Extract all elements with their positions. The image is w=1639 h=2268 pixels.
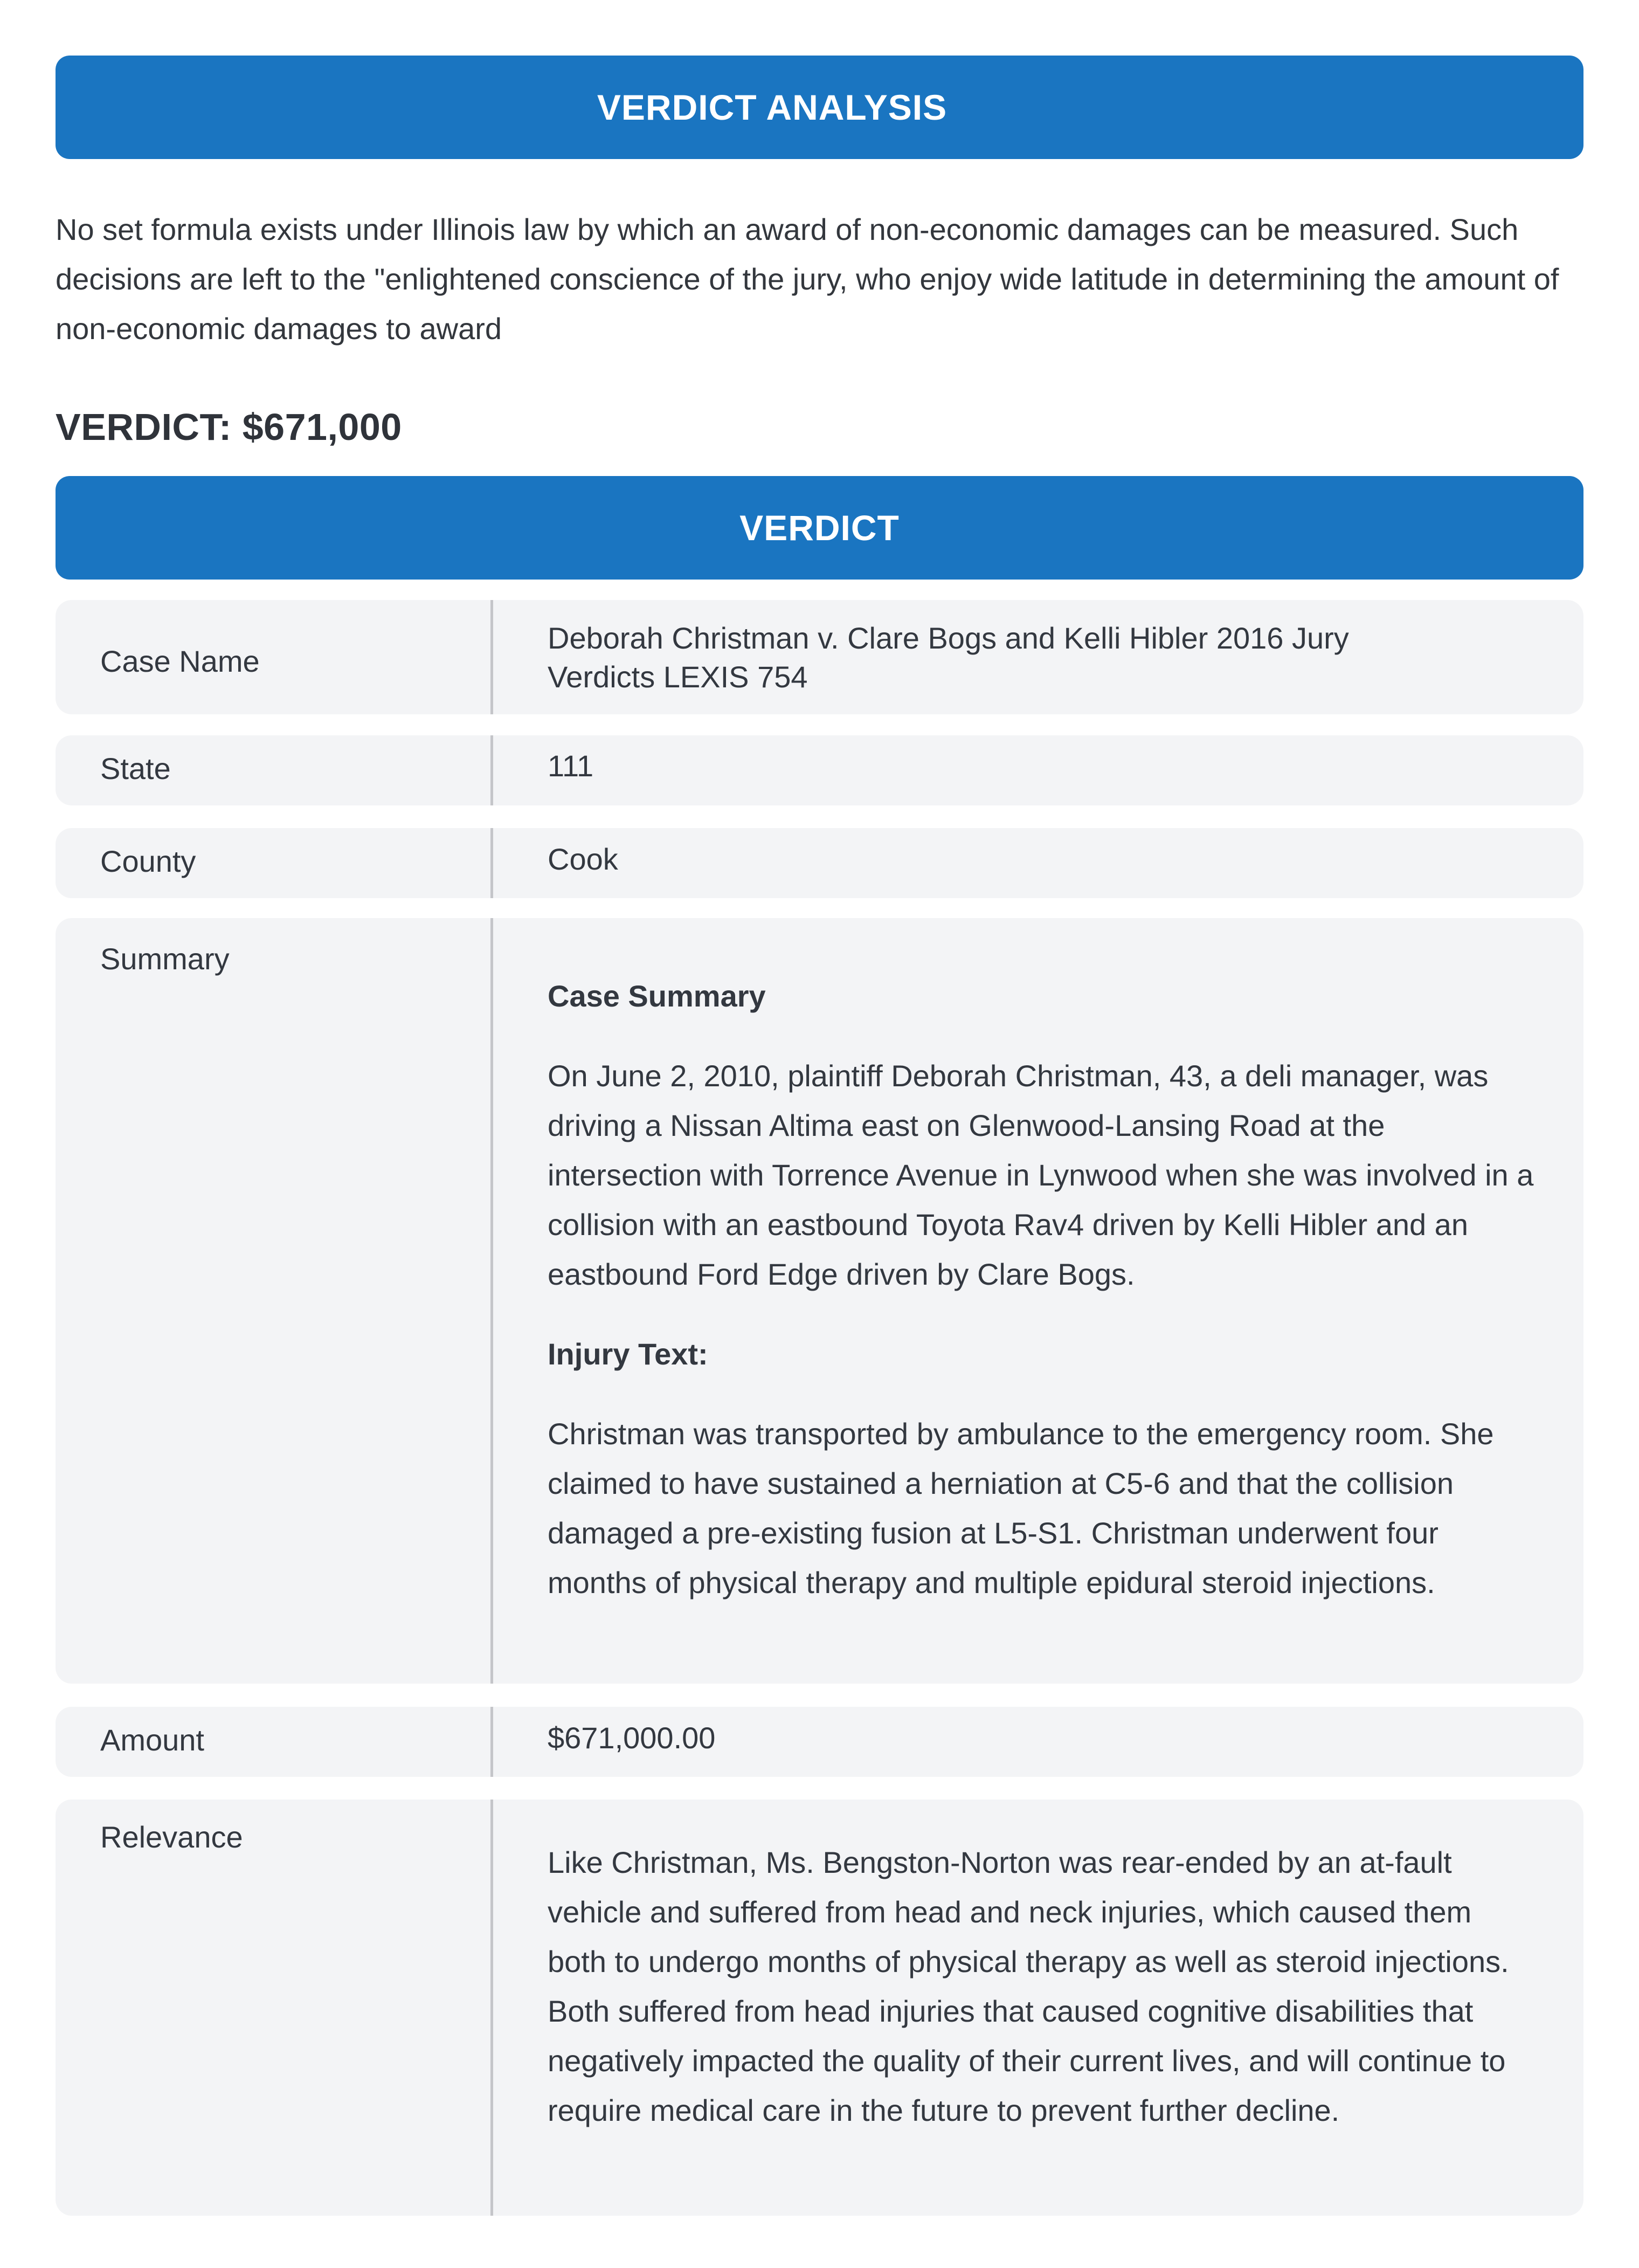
relevance-label: Relevance — [100, 1820, 243, 1854]
case-name-label: Case Name — [100, 644, 260, 678]
analysis-intro-text: No set formula exists under Illinois law by which an award of non-economic damages can be measured. Such decisions are left to the "enlightened conscience of the jury, who enjoy wide latitude in determining the amount of non-economic damages to award — [56, 212, 1559, 346]
county-label: County — [100, 844, 196, 878]
injury-heading: Injury Text: — [548, 1337, 708, 1371]
case-summary-text: On June 2, 2010, plaintiff Deborah Christman, 43, a deli manager, was driving a Nissan Altima east on Glenwood-Lansing Road at the intersection with Torrence Avenue in Lynwood when she was involved in a collision with an eastbound Toyota Rav4 driven by Kelli Hibler and an eastbound Ford Edge driven by Clare Bogs. — [548, 1059, 1534, 1291]
relevance-value: Like Christman, Ms. Bengston-Norton was rear-ended by an at-fault vehicle and suffered from head and neck injuries, which caused them both to undergo months of physical therapy as well as steroid injections. Both suffered from head injuries that caused cognitive disabilities that negatively impacted the quality of their current lives, and will continue to require medical care in the future to prevent further decline. — [548, 1845, 1509, 2127]
verdict-banner: VERDICT — [56, 476, 1583, 580]
summary-value — [548, 941, 1539, 1638]
amount-label: Amount — [100, 1723, 204, 1757]
amount-value: $671,000.00 — [548, 1721, 716, 1755]
case-summary-heading: Case Summary — [548, 979, 766, 1013]
state-label: State — [100, 752, 171, 785]
verdict-analysis-title: VERDICT ANALYSIS — [597, 87, 948, 127]
state-value: 111 — [548, 749, 594, 783]
county-value: Cook — [548, 842, 618, 876]
summary-label: Summary — [100, 942, 230, 976]
injury-text: Christman was transported by ambulance to the emergency room. She claimed to have sustained a herniation at C5-6 and that the collision damaged a pre-existing fusion at L5-S1. Christman underwent four months of physical therapy and multiple epidural steroid injections. — [548, 1417, 1494, 1600]
verdict-amount-heading: VERDICT: $671,000 — [56, 406, 402, 448]
case-name-value: Deborah Christman v. Clare Bogs and Kelli Hibler 2016 Jury Verdicts LEXIS 754 — [548, 621, 1349, 694]
